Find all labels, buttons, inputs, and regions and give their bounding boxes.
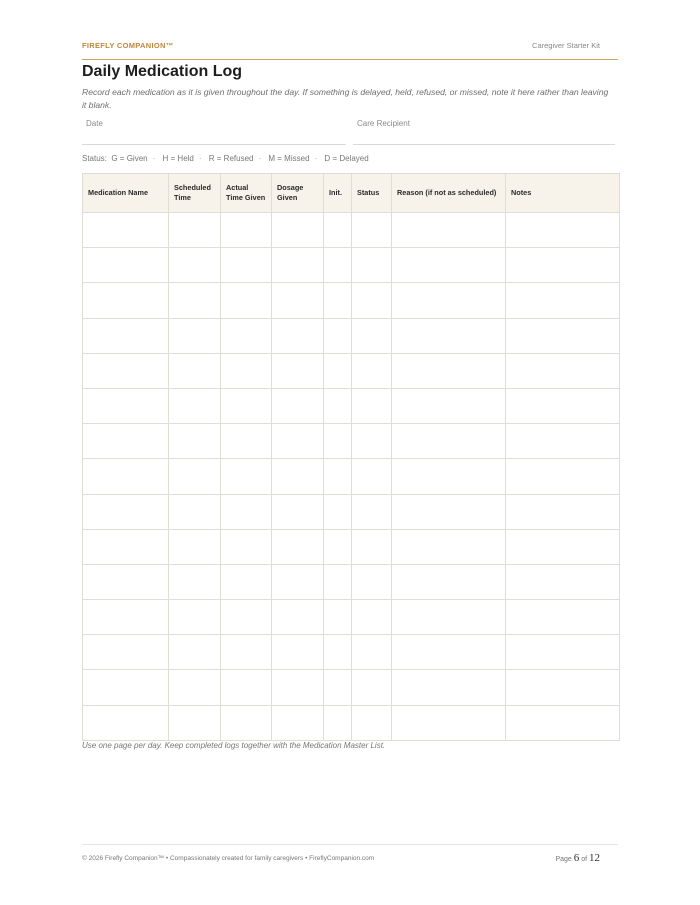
table-cell[interactable] [169, 283, 221, 318]
care-recipient-field[interactable] [353, 118, 615, 145]
table-cell[interactable] [392, 635, 506, 670]
table-cell[interactable] [272, 213, 324, 248]
table-cell[interactable] [352, 529, 392, 564]
table-cell[interactable] [221, 705, 272, 740]
table-cell[interactable] [392, 494, 506, 529]
legend-item-given: G = Given [111, 154, 148, 163]
table-cell[interactable] [221, 353, 272, 388]
table-cell[interactable] [324, 705, 352, 740]
table-cell[interactable] [169, 248, 221, 283]
table-cell[interactable] [352, 213, 392, 248]
table-cell[interactable] [506, 705, 620, 740]
table-row [83, 248, 620, 283]
col-notes: Notes [506, 174, 620, 213]
table-cell[interactable] [221, 283, 272, 318]
table-cell[interactable] [506, 424, 620, 459]
table-cell[interactable] [506, 635, 620, 670]
table-cell[interactable] [169, 213, 221, 248]
table-cell[interactable] [221, 670, 272, 705]
date-label: Date [86, 119, 103, 128]
table-cell[interactable] [392, 600, 506, 635]
footnote: Use one page per day. Keep completed logs together with the Medication Master List. [82, 741, 386, 750]
table-cell[interactable] [392, 353, 506, 388]
table-cell[interactable] [352, 670, 392, 705]
table-cell[interactable] [221, 529, 272, 564]
page-header [82, 41, 618, 60]
table-cell[interactable] [221, 459, 272, 494]
table-cell[interactable] [221, 635, 272, 670]
table-cell[interactable] [506, 283, 620, 318]
table-cell[interactable] [221, 600, 272, 635]
table-cell[interactable] [506, 459, 620, 494]
table-cell[interactable] [324, 529, 352, 564]
page-subtitle: Record each medication as it is given throughout the day. If something is delayed, held, refused, or missed, note it here rather than leaving it blank. [82, 87, 609, 110]
table-cell[interactable] [272, 283, 324, 318]
table-cell[interactable] [352, 283, 392, 318]
table-body [83, 213, 620, 741]
table-cell[interactable] [352, 564, 392, 599]
table-row [83, 670, 620, 705]
table-cell[interactable] [83, 705, 169, 740]
date-field[interactable] [82, 118, 346, 145]
table-cell[interactable] [83, 424, 169, 459]
table-row [83, 318, 620, 353]
table-cell[interactable] [169, 388, 221, 423]
col-status: Status [352, 174, 392, 213]
col-dosage-given: Dosage Given [272, 174, 324, 213]
table-cell[interactable] [324, 670, 352, 705]
table-row [83, 459, 620, 494]
table-cell[interactable] [221, 248, 272, 283]
legend-item-delayed: D = Delayed [324, 154, 369, 163]
document-page [82, 0, 618, 905]
table-cell[interactable] [272, 248, 324, 283]
table-row [83, 494, 620, 529]
table-cell[interactable] [169, 459, 221, 494]
table-cell[interactable] [392, 564, 506, 599]
table-cell[interactable] [352, 424, 392, 459]
table-cell[interactable] [272, 529, 324, 564]
table-cell[interactable] [324, 353, 352, 388]
table-cell[interactable] [506, 529, 620, 564]
table-cell[interactable] [221, 494, 272, 529]
table-cell[interactable] [324, 564, 352, 599]
col-initials: Init. [324, 174, 352, 213]
table-cell[interactable] [272, 635, 324, 670]
table-cell[interactable] [392, 459, 506, 494]
medication-log-table [82, 173, 620, 741]
table-cell[interactable] [169, 670, 221, 705]
col-medication-name: Medication Name [83, 174, 169, 213]
table-cell[interactable] [169, 529, 221, 564]
table-cell[interactable] [392, 248, 506, 283]
kit-name: Caregiver Starter Kit [532, 41, 600, 50]
table-cell[interactable] [169, 353, 221, 388]
table-cell[interactable] [83, 635, 169, 670]
table-cell[interactable] [221, 213, 272, 248]
table-cell[interactable] [352, 353, 392, 388]
table-cell[interactable] [506, 494, 620, 529]
table-cell[interactable] [169, 564, 221, 599]
page-number [555, 852, 600, 864]
table-cell[interactable] [169, 600, 221, 635]
legend-separator: · [152, 154, 156, 163]
col-scheduled-time: Scheduled Time [169, 174, 221, 213]
table-cell[interactable] [506, 318, 620, 353]
table-cell[interactable] [83, 388, 169, 423]
table-cell[interactable] [83, 459, 169, 494]
table-cell[interactable] [83, 318, 169, 353]
page-footer [82, 844, 618, 875]
legend-separator: · [314, 154, 318, 163]
status-legend [82, 154, 369, 163]
brand-name: FIREFLY COMPANION™ [82, 41, 174, 50]
table-cell[interactable] [221, 388, 272, 423]
page-of: of [581, 856, 588, 863]
col-actual-time-given: Actual Time Given [221, 174, 272, 213]
table-cell[interactable] [324, 600, 352, 635]
table-row [83, 564, 620, 599]
table-cell[interactable] [324, 388, 352, 423]
table-cell[interactable] [392, 388, 506, 423]
table-cell[interactable] [221, 424, 272, 459]
table-cell[interactable] [272, 494, 324, 529]
table-row [83, 283, 620, 318]
legend-item-held: H = Held [162, 154, 194, 163]
legend-item-missed: M = Missed [268, 154, 310, 163]
table-cell[interactable] [272, 388, 324, 423]
table-cell[interactable] [272, 564, 324, 599]
table-cell[interactable] [324, 494, 352, 529]
table-cell[interactable] [392, 283, 506, 318]
table-cell[interactable] [221, 564, 272, 599]
table-cell[interactable] [392, 213, 506, 248]
col-reason: Reason (if not as scheduled) [392, 174, 506, 213]
table-cell[interactable] [272, 670, 324, 705]
table-cell[interactable] [392, 670, 506, 705]
table-cell[interactable] [169, 635, 221, 670]
table-cell[interactable] [272, 353, 324, 388]
table-cell[interactable] [506, 213, 620, 248]
table-cell[interactable] [506, 564, 620, 599]
table-cell[interactable] [83, 494, 169, 529]
table-cell[interactable] [506, 600, 620, 635]
table-cell[interactable] [169, 318, 221, 353]
table-header-row [83, 174, 620, 213]
care-recipient-label: Care Recipient [357, 119, 410, 128]
table-cell[interactable] [324, 213, 352, 248]
table-cell[interactable] [506, 353, 620, 388]
table-cell[interactable] [272, 459, 324, 494]
table-row [83, 635, 620, 670]
legend-item-refused: R = Refused [208, 154, 254, 163]
table-row [83, 600, 620, 635]
table-cell[interactable] [324, 248, 352, 283]
table-cell[interactable] [506, 670, 620, 705]
legend-separator: · [198, 154, 202, 163]
table-cell[interactable] [324, 424, 352, 459]
table-cell[interactable] [83, 353, 169, 388]
table-cell[interactable] [272, 424, 324, 459]
table-row [83, 353, 620, 388]
page-title: Daily Medication Log [82, 63, 243, 80]
table-row [83, 213, 620, 248]
table-cell[interactable] [392, 424, 506, 459]
table-row [83, 388, 620, 423]
table-row [83, 529, 620, 564]
table-cell[interactable] [272, 318, 324, 353]
table-cell[interactable] [83, 529, 169, 564]
table-cell[interactable] [272, 600, 324, 635]
table-cell[interactable] [392, 529, 506, 564]
table-cell[interactable] [352, 388, 392, 423]
table-cell[interactable] [83, 670, 169, 705]
table-cell[interactable] [352, 459, 392, 494]
table-cell[interactable] [169, 705, 221, 740]
table-cell[interactable] [83, 283, 169, 318]
table-cell[interactable] [392, 318, 506, 353]
table-row [83, 424, 620, 459]
page-total: 12 [589, 852, 600, 864]
table-cell[interactable] [221, 318, 272, 353]
page-label: Page [555, 856, 572, 863]
copyright-text: © 2026 Firefly Companion™ • Compassionately created for family caregivers • FireflyCompanion.com [82, 855, 375, 862]
table-cell[interactable] [352, 494, 392, 529]
table-cell[interactable] [169, 424, 221, 459]
table-cell[interactable] [352, 600, 392, 635]
table-cell[interactable] [324, 459, 352, 494]
table-cell[interactable] [324, 318, 352, 353]
table-cell[interactable] [272, 705, 324, 740]
table-cell[interactable] [506, 248, 620, 283]
table-row [83, 705, 620, 740]
table-cell[interactable] [352, 248, 392, 283]
table-cell[interactable] [352, 705, 392, 740]
table-cell[interactable] [352, 635, 392, 670]
table-cell[interactable] [352, 318, 392, 353]
legend-separator: · [258, 154, 262, 163]
table-cell[interactable] [324, 635, 352, 670]
page-current: 6 [573, 852, 580, 864]
table-cell[interactable] [83, 213, 169, 248]
table-cell[interactable] [83, 564, 169, 599]
table-cell[interactable] [83, 248, 169, 283]
table-cell[interactable] [324, 283, 352, 318]
table-cell[interactable] [83, 600, 169, 635]
legend-prefix: Status: [82, 154, 107, 163]
table-cell[interactable] [506, 388, 620, 423]
table-cell[interactable] [392, 705, 506, 740]
table-cell[interactable] [169, 494, 221, 529]
